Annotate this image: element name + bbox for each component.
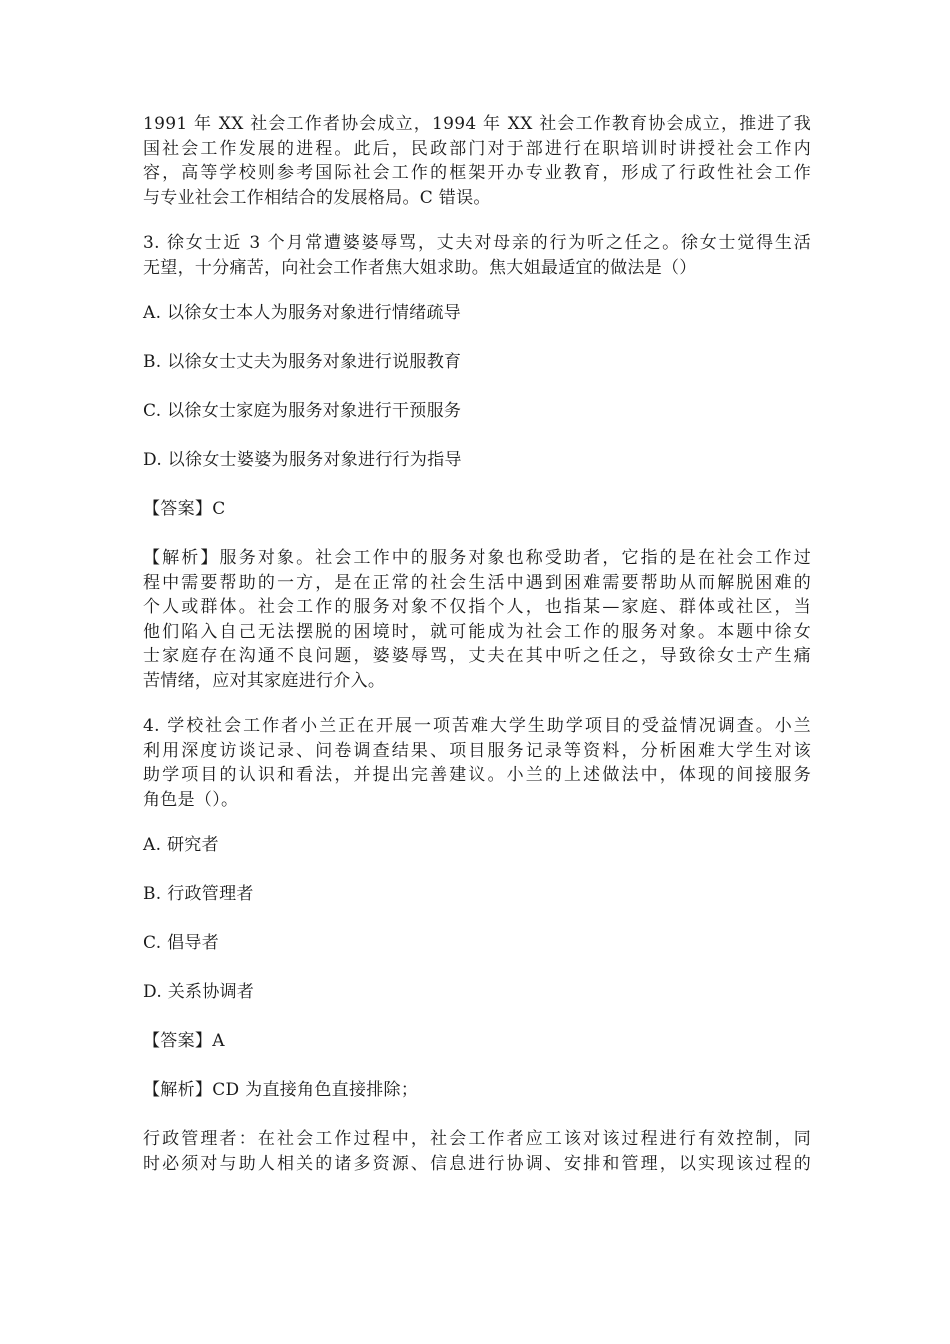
question-3-analysis bbox=[143, 546, 811, 693]
text-line: 【解析】服务对象。社会工作中的服务对象也称受助者，它指的是在社会工作过 bbox=[143, 548, 811, 568]
text-line: 程中需要帮助的一方，是在正常的社会生活中遇到困难需要帮助从而解脱困难的 bbox=[143, 572, 811, 593]
text-line: 个人或群体。社会工作的服务对象不仅指个人，也指某—家庭、群体或社区，当 bbox=[143, 597, 811, 617]
text-line: 容，高等学校则参考国际社会工作的框架开办专业教育，形成了行政性社会工作 bbox=[143, 163, 811, 183]
document-page bbox=[143, 112, 811, 1197]
question-3-option-a: A. 以徐女士本人为服务对象进行情绪疏导 bbox=[143, 303, 462, 323]
text-line: 助学项目的认识和看法，并提出完善建议。小兰的上述做法中，体现的间接服务 bbox=[143, 765, 811, 785]
question-3-answer: 【答案】C bbox=[143, 499, 226, 519]
text-line: 时必须对与助人相关的诸多资源、信息进行协调、安排和管理，以实现该过程的 bbox=[143, 1153, 811, 1174]
text-line: 国社会工作发展的进程。此后，民政部门对于部进行在职培训时讲授社会工作内 bbox=[143, 138, 811, 159]
question-4-option-d: D. 关系协调者 bbox=[143, 982, 255, 1002]
question-4-analysis-first: 【解析】CD 为直接角色直接排除； bbox=[143, 1080, 419, 1100]
question-3-option-d: D. 以徐女士婆婆为服务对象进行行为指导 bbox=[143, 450, 462, 470]
text-line: 利用深度访谈记录、问卷调查结果、项目服务记录等资料，分析困难大学生对该 bbox=[143, 740, 811, 761]
text-line: 行政管理者：在社会工作过程中，社会工作者应工该对该过程进行有效控制，同 bbox=[143, 1129, 811, 1149]
text-line: 他们陷入自己无法摆脱的困境时，就可能成为社会工作的服务对象。本题中徐女 bbox=[143, 621, 811, 642]
question-4-option-a: A. 研究者 bbox=[143, 835, 219, 855]
question-4-option-c: C. 倡导者 bbox=[143, 933, 220, 953]
text-line: 角色是（）。 bbox=[143, 789, 239, 810]
question-3-stem bbox=[143, 231, 811, 280]
text-line: 苦情绪，应对其家庭进行介入。 bbox=[143, 670, 386, 691]
intro-paragraph bbox=[143, 112, 811, 210]
question-3-option-c: C. 以徐女士家庭为服务对象进行干预服务 bbox=[143, 401, 462, 421]
question-4-analysis bbox=[143, 1127, 811, 1176]
text-line: 4. 学校社会工作者小兰正在开展一项苦难大学生助学项目的受益情况调查。小兰 bbox=[143, 716, 811, 736]
text-line: 士家庭存在沟通不良问题，婆婆辱骂，丈夫在其中听之任之，导致徐女士产生痛 bbox=[143, 646, 811, 666]
text-line: 1991 年 XX 社会工作者协会成立，1994 年 XX 社会工作教育协会成立，推进了我 bbox=[143, 114, 811, 134]
question-4-stem bbox=[143, 714, 811, 812]
question-3-option-b: B. 以徐女士丈夫为服务对象进行说服教育 bbox=[143, 352, 462, 372]
question-4-answer: 【答案】A bbox=[143, 1031, 225, 1051]
question-4-option-b: B. 行政管理者 bbox=[143, 884, 254, 904]
text-line: 无望，十分痛苦，向社会工作者焦大姐求助。焦大姐最适宜的做法是（） bbox=[143, 257, 697, 278]
text-line: 3. 徐女士近 3 个月常遭婆婆辱骂，丈夫对母亲的行为听之任之。徐女士觉得生活 bbox=[143, 233, 811, 253]
text-line: 与专业社会工作相结合的发展格局。C 错误。 bbox=[143, 187, 491, 208]
